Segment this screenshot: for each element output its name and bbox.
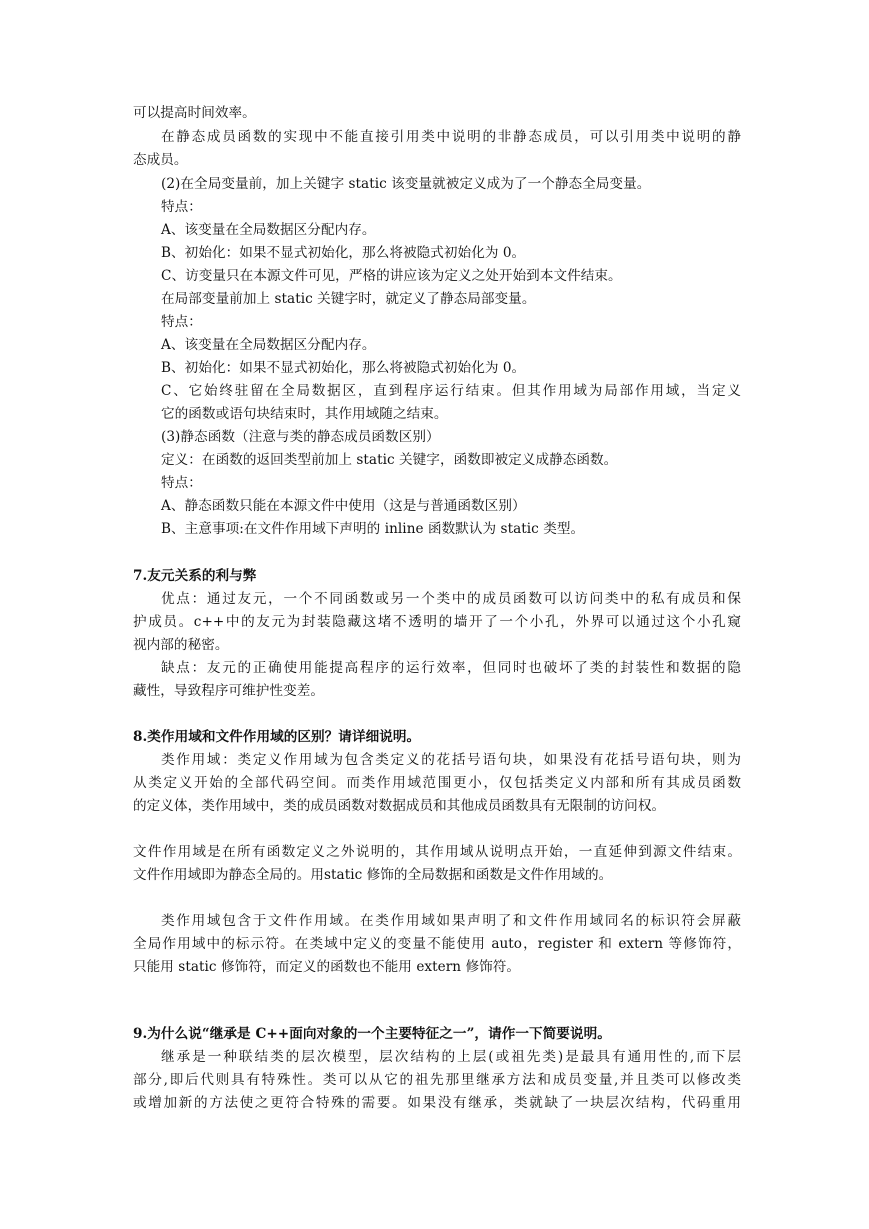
list-item: A、静态函数只能在本源文件中使用（这是与普通函数区别） bbox=[161, 498, 526, 514]
text-line: 在局部变量前加上 static 关键字时，就定义了静态局部变量。 bbox=[161, 291, 536, 307]
section-heading: 8.类作用域和文件作用域的区别？请详细说明。 bbox=[133, 729, 421, 745]
text-line: 只能用 static 修饰符，而定义的函数也不能用 extern 修饰符。 bbox=[133, 959, 521, 975]
list-item: A、该变量在全局数据区分配内存。 bbox=[161, 222, 376, 238]
list-item: C、它始终驻留在全局数据区，直到程序运行结束。但其作用域为局部作用域，当定义 bbox=[161, 383, 741, 399]
text-line: 护成员。c++中的友元为封装隐藏这堵不透明的墙开了一个小孔，外界可以通过这个小孔窥 bbox=[133, 614, 741, 630]
text-line: 或增加新的方法使之更符合特殊的需要。如果没有继承，类就缺了一块层次结构，代码重用 bbox=[133, 1095, 741, 1111]
text-line: 它的函数或语句块结束时，其作用域随之结束。 bbox=[161, 406, 448, 422]
text-line: 部分,即后代则具有特殊性。类可以从它的祖先那里继承方法和成员变量,并且类可以修改类 bbox=[133, 1072, 741, 1088]
text-line: 类作用域：类定义作用域为包含类定义的花括号语句块，如果没有花括号语句块，则为 bbox=[161, 752, 741, 768]
text-line: 类作用域包含于文件作用域。在类作用域如果声明了和文件作用域同名的标识符会屏蔽 bbox=[161, 913, 741, 929]
text-line: 继承是一种联结类的层次模型，层次结构的上层(或祖先类)是最具有通用性的,而下层 bbox=[161, 1049, 741, 1065]
text-line: 特点： bbox=[161, 314, 202, 330]
list-item: C、访变量只在本源文件可见，严格的讲应该为定义之处开始到本文件结束。 bbox=[161, 268, 622, 284]
text-line: 从类定义开始的全部代码空间。而类作用域范围更小，仅包括类定义内部和所有其成员函数 bbox=[133, 775, 741, 791]
text-line: 在静态成员函数的实现中不能直接引用类中说明的非静态成员，可以引用类中说明的静 bbox=[161, 129, 741, 145]
text-line: 全局作用域中的标示符。在类域中定义的变量不能使用 auto，register 和 extern 等修饰符， bbox=[133, 936, 741, 952]
list-item: B、主意事项:在文件作用域下声明的 inline 函数默认为 static 类型。 bbox=[161, 521, 585, 537]
text-line: 的定义体，类作用域中，类的成员函数对数据成员和其他成员函数具有无限制的访问权。 bbox=[133, 798, 666, 814]
section-heading: 7.友元关系的利与弊 bbox=[133, 568, 257, 584]
section-heading: 9.为什么说“继承是 C++面向对象的一个主要特征之一”，请作一下简要说明。 bbox=[133, 1026, 611, 1042]
text-line: 特点： bbox=[161, 475, 202, 491]
text-line: (3)静态函数（注意与类的静态成员函数区别） bbox=[161, 429, 440, 445]
text-line: 藏性，导致程序可维护性变差。 bbox=[133, 683, 325, 699]
text-line: 定义：在函数的返回类型前加上 static 关键字，函数即被定义成静态函数。 bbox=[161, 452, 618, 468]
list-item: B、初始化：如果不显式初始化，那么将被隐式初始化为 0。 bbox=[161, 360, 526, 376]
text-line: 缺点：友元的正确使用能提高程序的运行效率，但同时也破坏了类的封装性和数据的隐 bbox=[161, 660, 741, 676]
text-line: 特点： bbox=[161, 199, 202, 215]
text-line: 可以提高时间效率。 bbox=[133, 105, 256, 121]
text-line: (2)在全局变量前，加上关键字 static 该变量就被定义成为了一个静态全局变量。 bbox=[161, 176, 651, 192]
text-line: 文件作用域即为静态全局的。用static 修饰的全局数据和函数是文件作用域的。 bbox=[133, 867, 613, 883]
text-line: 态成员。 bbox=[133, 152, 188, 168]
list-item: B、初始化：如果不显式初始化，那么将被隐式初始化为 0。 bbox=[161, 245, 526, 261]
text-line: 优点：通过友元，一个不同函数或另一个类中的成员函数可以访问类中的私有成员和保 bbox=[161, 591, 741, 607]
list-item: A、该变量在全局数据区分配内存。 bbox=[161, 337, 376, 353]
text-line: 视内部的秘密。 bbox=[133, 637, 229, 653]
text-line: 文件作用域是在所有函数定义之外说明的，其作用域从说明点开始，一直延伸到源文件结束。 bbox=[133, 844, 741, 860]
